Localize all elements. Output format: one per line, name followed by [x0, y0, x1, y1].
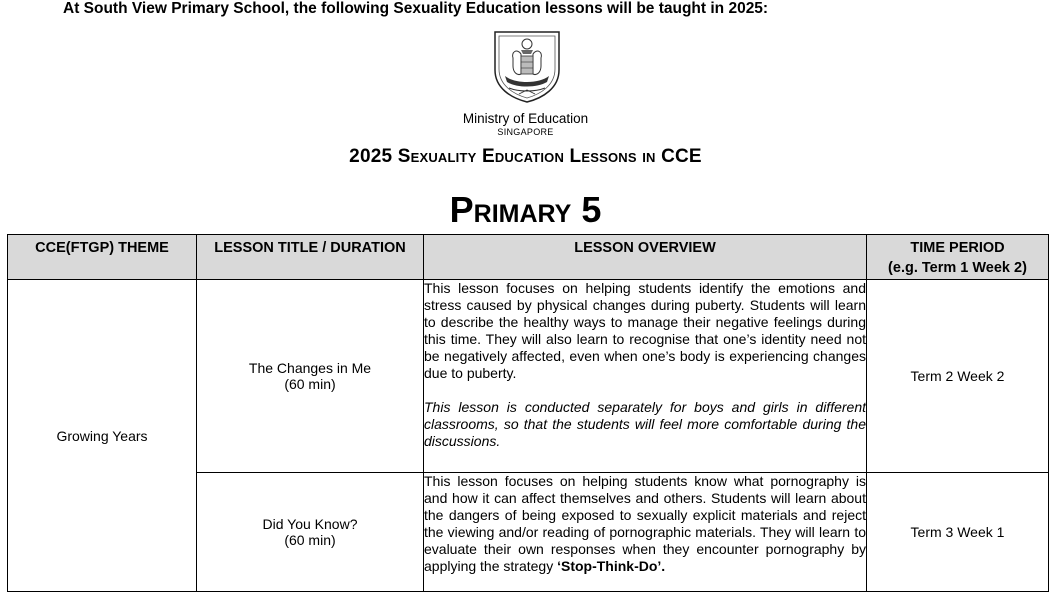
- lesson-title-cell: [197, 280, 424, 473]
- time-period-cell: Term 3 Week 1: [867, 473, 1049, 592]
- lesson-overview-cell: [424, 280, 867, 473]
- ministry-crest-icon: [491, 28, 563, 104]
- ministry-name: Ministry of Education: [462, 111, 589, 126]
- intro-text: At South View Primary School, the following Sexuality Education lessons will be taught in 2025:: [63, 0, 769, 17]
- lessons-table: [7, 234, 1049, 592]
- time-period-cell: Term 2 Week 2: [867, 280, 1049, 473]
- header-time-period: [867, 235, 1049, 280]
- theme-cell: Growing Years: [8, 280, 197, 592]
- table-row: [8, 280, 1049, 473]
- lesson-strategy-text: ‘Stop-Think-Do’.: [557, 558, 666, 574]
- header-overview: LESSON OVERVIEW: [424, 235, 867, 280]
- header-lesson-title: LESSON TITLE / DURATION: [197, 235, 424, 280]
- lesson-duration: (60 min): [284, 532, 336, 548]
- level-title: Primary 5: [449, 189, 602, 230]
- lesson-overview-cell: [424, 473, 867, 592]
- header-time-period-note: (e.g. Term 1 Week 2): [888, 260, 1027, 276]
- lesson-overview-text: This lesson focuses on helping students know what pornography is and how it can affect themselves and others. Students will learn about the dangers of being exposed to sexually explicit materials and reject the viewing and/or reading of pornographic materials. They will learn to evaluate their own responses when they encounter pornography by applying the strategy: [424, 473, 866, 574]
- header-time-period-label: TIME PERIOD: [910, 240, 1005, 256]
- header-theme: CCE(FTGP) THEME: [8, 235, 197, 280]
- lesson-title: The Changes in Me: [248, 360, 372, 376]
- lessons-title: 2025 Sexuality Education Lessons in CCE: [349, 146, 702, 167]
- lesson-overview-text: This lesson focuses on helping students identify the emotions and stress caused by physical changes during puberty. Students will learn to describe the healthy ways to manage their negative feelings during this time. They will also learn to recognise that one’s identity need not be negatively affected, even when one’s body is experiencing changes due to puberty.: [424, 280, 866, 381]
- lesson-note-text: This lesson is conducted separately for boys and girls in different classrooms, so that the students will feel more comfortable during the discussions.: [424, 399, 866, 449]
- ministry-country: SINGAPORE: [497, 127, 554, 137]
- lesson-duration: (60 min): [284, 376, 336, 392]
- table-header-row: [8, 235, 1049, 280]
- lesson-title: Did You Know?: [262, 516, 358, 532]
- lesson-title-cell: [197, 473, 424, 592]
